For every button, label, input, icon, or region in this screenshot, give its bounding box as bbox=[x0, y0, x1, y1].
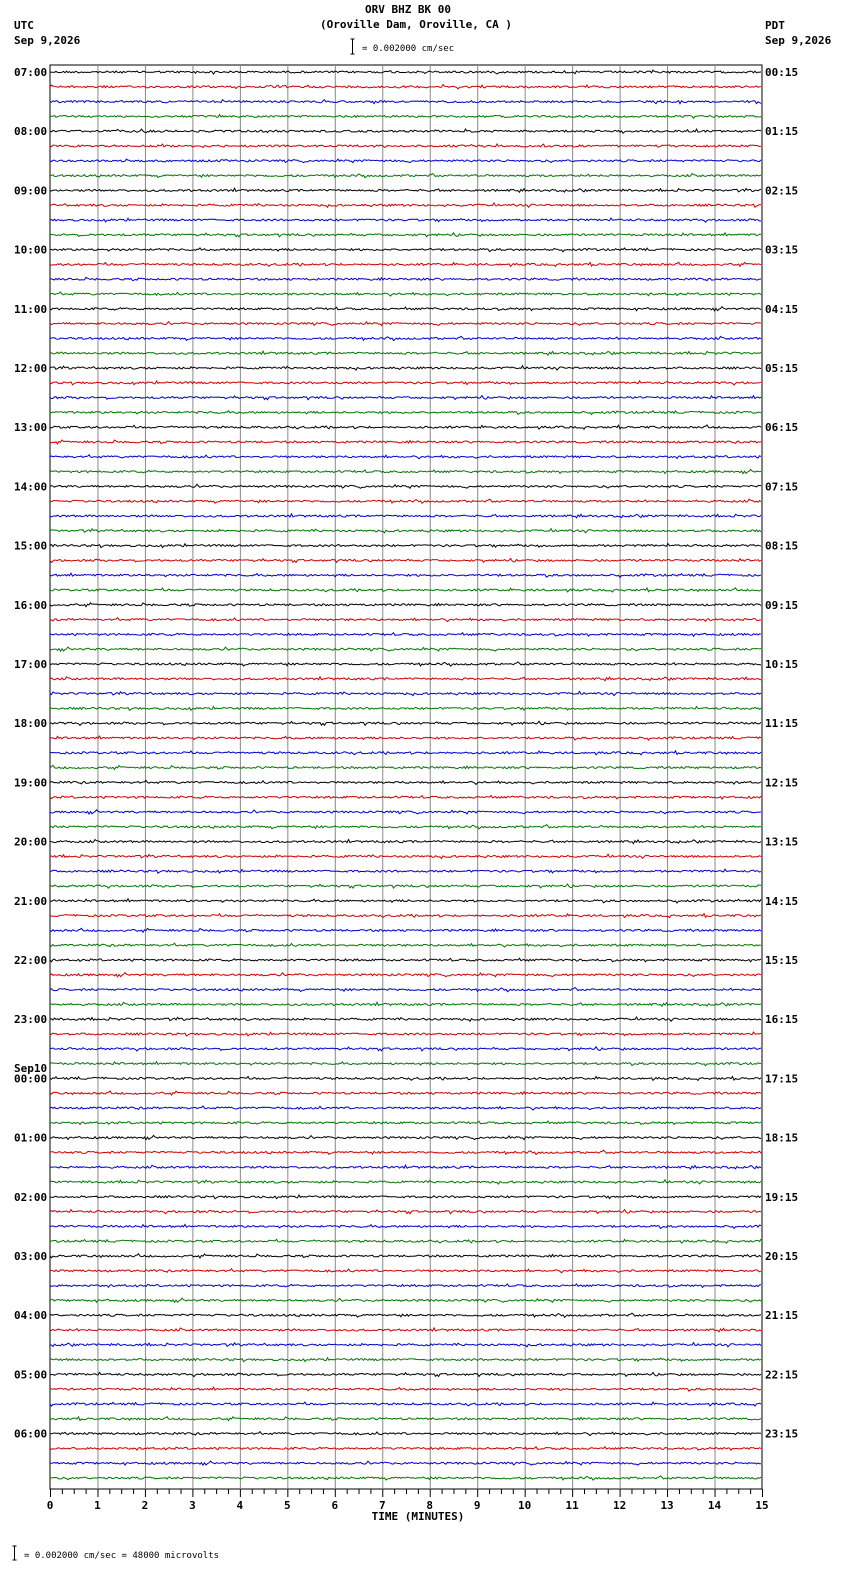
pdt-hour-label: 19:15 bbox=[765, 1190, 799, 1204]
seismic-trace bbox=[50, 1062, 761, 1066]
seismic-trace bbox=[50, 1106, 761, 1110]
utc-hour-label: 03:00 bbox=[14, 1250, 48, 1263]
seismic-trace bbox=[50, 1076, 761, 1080]
seismic-trace bbox=[50, 1224, 761, 1228]
seismic-trace bbox=[50, 854, 761, 858]
pdt-hour-label: 00:15 bbox=[765, 66, 799, 79]
seismic-trace bbox=[50, 1402, 761, 1406]
seismic-trace bbox=[50, 1210, 761, 1214]
x-tick-label: 2 bbox=[141, 1499, 149, 1512]
seismic-trace bbox=[50, 751, 761, 755]
utc-hour-label: 21:00 bbox=[14, 894, 48, 908]
seismic-trace bbox=[50, 174, 761, 178]
x-tick-label: 15 bbox=[755, 1499, 769, 1512]
seismic-trace bbox=[50, 188, 761, 192]
pdt-hour-label: 11:15 bbox=[765, 717, 799, 731]
pdt-hour-label: 17:15 bbox=[765, 1072, 799, 1086]
pdt-hour-label: 15:15 bbox=[765, 954, 799, 967]
seismic-trace bbox=[50, 218, 761, 222]
seismic-trace bbox=[50, 1269, 761, 1273]
header-scale-bar-icon bbox=[351, 39, 355, 54]
pdt-hour-label: 23:15 bbox=[765, 1427, 799, 1441]
seismic-trace bbox=[50, 366, 761, 370]
seismic-trace bbox=[50, 1328, 761, 1332]
seismic-trace bbox=[50, 1150, 761, 1154]
seismic-trace bbox=[50, 721, 761, 725]
x-tick-label: 0 bbox=[46, 1499, 54, 1512]
pdt-hour-label: 22:15 bbox=[765, 1368, 799, 1382]
x-tick-label: 9 bbox=[473, 1499, 481, 1512]
seismic-trace bbox=[50, 440, 761, 444]
x-tick-label: 6 bbox=[331, 1499, 339, 1512]
x-axis-title: TIME (MINUTES) bbox=[371, 1510, 465, 1523]
utc-hour-label: 16:00 bbox=[14, 598, 48, 612]
utc-hour-label: 07:00 bbox=[14, 66, 48, 79]
seismic-trace bbox=[50, 558, 761, 562]
seismic-trace bbox=[50, 647, 761, 651]
seismic-trace bbox=[50, 1343, 761, 1347]
left-timezone: UTC bbox=[14, 19, 34, 32]
pdt-hour-label: 09:15 bbox=[765, 598, 799, 612]
utc-hour-label: 02:00 bbox=[14, 1190, 48, 1204]
pdt-hour-label: 21:15 bbox=[765, 1309, 799, 1323]
seismic-trace bbox=[50, 129, 761, 133]
utc-hour-label: 10:00 bbox=[14, 243, 48, 257]
utc-hour-label: 15:00 bbox=[14, 539, 48, 553]
seismic-trace bbox=[50, 307, 761, 311]
seismic-trace bbox=[50, 1239, 761, 1243]
seismic-trace bbox=[50, 988, 761, 992]
seismic-trace bbox=[50, 484, 761, 488]
pdt-hour-label: 07:15 bbox=[765, 480, 799, 494]
utc-hour-label: 12:00 bbox=[14, 362, 48, 375]
seismic-trace bbox=[50, 262, 761, 266]
seismic-trace bbox=[50, 100, 761, 104]
x-tick-label: 4 bbox=[236, 1499, 244, 1512]
station-location: (Oroville Dam, Oroville, CA ) bbox=[319, 18, 513, 31]
seismic-trace bbox=[50, 765, 761, 769]
seismic-trace bbox=[50, 514, 761, 518]
seismic-trace bbox=[50, 869, 761, 873]
seismic-trace bbox=[50, 411, 761, 415]
seismic-trace bbox=[50, 529, 761, 533]
seismic-trace bbox=[50, 825, 761, 829]
pdt-hour-label: 03:15 bbox=[765, 243, 799, 257]
seismic-trace bbox=[50, 277, 761, 280]
x-tick-label: 5 bbox=[284, 1499, 291, 1512]
seismic-trace bbox=[50, 1047, 761, 1051]
seismic-trace bbox=[50, 322, 761, 326]
seismic-trace bbox=[50, 588, 761, 592]
x-tick-label: 8 bbox=[426, 1499, 434, 1512]
seismic-trace bbox=[50, 1180, 761, 1184]
utc-hour-label: 05:00 bbox=[14, 1368, 48, 1382]
utc-hour-label: 18:00 bbox=[14, 717, 48, 731]
pdt-hour-label: 18:15 bbox=[765, 1131, 799, 1145]
seismic-trace bbox=[50, 1002, 761, 1006]
seismic-trace bbox=[50, 1358, 761, 1362]
utc-hour-label: 11:00 bbox=[14, 302, 48, 316]
seismic-trace bbox=[50, 780, 761, 784]
seismic-trace bbox=[50, 633, 761, 637]
seismic-trace bbox=[50, 1313, 761, 1317]
seismic-trace bbox=[50, 336, 761, 340]
seismic-trace bbox=[50, 914, 761, 918]
x-tick-label: 1 bbox=[94, 1499, 101, 1512]
seismic-trace bbox=[50, 706, 761, 710]
seismic-trace bbox=[50, 618, 761, 622]
utc-hour-label: 01:00 bbox=[14, 1131, 48, 1145]
seismic-trace bbox=[50, 691, 761, 695]
pdt-hour-label: 04:15 bbox=[765, 302, 799, 316]
pdt-hour-label: 12:15 bbox=[765, 776, 799, 790]
seismic-trace bbox=[50, 973, 761, 977]
seismic-trace bbox=[50, 455, 761, 459]
station-title: ORV BHZ BK 00 bbox=[364, 3, 452, 16]
x-tick-label: 14 bbox=[707, 1499, 722, 1512]
seismic-trace bbox=[50, 1284, 761, 1288]
seismic-trace bbox=[50, 1372, 761, 1376]
x-tick-label: 7 bbox=[378, 1499, 386, 1512]
seismic-trace bbox=[50, 115, 761, 119]
seismic-trace bbox=[50, 159, 761, 163]
utc-hour-label: 04:00 bbox=[14, 1309, 48, 1323]
pdt-hour-label: 20:15 bbox=[765, 1250, 799, 1263]
utc-hour-label: 09:00 bbox=[14, 184, 48, 198]
seismic-trace bbox=[50, 1195, 761, 1199]
pdt-hour-label: 05:15 bbox=[765, 362, 799, 375]
pdt-hour-label: 02:15 bbox=[765, 184, 799, 198]
seismic-trace bbox=[50, 1165, 761, 1169]
x-tick-label: 10 bbox=[518, 1499, 532, 1512]
utc-hour-label: 22:00 bbox=[14, 954, 48, 967]
seismic-trace bbox=[50, 233, 761, 237]
seismic-trace bbox=[50, 899, 761, 903]
pdt-hour-label: 01:15 bbox=[765, 125, 799, 139]
x-tick-label: 12 bbox=[612, 1499, 627, 1512]
seismic-trace bbox=[50, 1032, 761, 1036]
seismic-trace bbox=[50, 928, 761, 932]
seismic-trace bbox=[50, 884, 761, 888]
seismic-trace bbox=[50, 1432, 761, 1436]
utc-hour-label: 00:00 bbox=[14, 1072, 48, 1086]
seismic-trace bbox=[50, 736, 761, 740]
seismic-trace bbox=[50, 396, 761, 400]
right-date: Sep 9,2026 bbox=[765, 34, 832, 47]
seismic-trace bbox=[50, 1135, 761, 1139]
seismic-trace bbox=[50, 144, 761, 148]
seismic-trace bbox=[50, 677, 761, 681]
seismic-trace bbox=[50, 1387, 761, 1391]
seismic-trace bbox=[50, 603, 761, 607]
seismic-trace bbox=[50, 248, 761, 252]
x-tick-label: 13 bbox=[660, 1499, 674, 1512]
utc-hour-label: 17:00 bbox=[14, 658, 48, 671]
seismic-trace bbox=[50, 796, 761, 800]
seismic-trace bbox=[50, 70, 761, 74]
seismic-trace bbox=[50, 943, 761, 947]
utc-hour-label: 19:00 bbox=[14, 776, 48, 790]
seismic-trace bbox=[50, 1447, 761, 1451]
seismic-trace bbox=[50, 1017, 761, 1021]
seismic-trace bbox=[50, 810, 761, 814]
pdt-hour-label: 06:15 bbox=[765, 421, 799, 435]
seismic-trace bbox=[50, 85, 761, 89]
footer-scale-bar-icon bbox=[13, 1546, 17, 1560]
seismic-trace bbox=[50, 292, 761, 296]
seismic-trace bbox=[50, 1461, 761, 1465]
seismic-trace bbox=[50, 351, 761, 355]
utc-hour-label: 23:00 bbox=[14, 1013, 48, 1027]
seismic-trace bbox=[50, 662, 761, 666]
utc-hour-label: 13:00 bbox=[14, 421, 48, 435]
seismic-trace bbox=[50, 203, 761, 207]
seismic-trace bbox=[50, 1254, 761, 1258]
seismic-trace bbox=[50, 1417, 761, 1421]
utc-hour-label: 08:00 bbox=[14, 125, 48, 139]
utc-hour-label: 20:00 bbox=[14, 835, 48, 849]
x-tick-label: 3 bbox=[189, 1499, 196, 1512]
pdt-hour-label: 16:15 bbox=[765, 1013, 799, 1027]
utc-hour-label: 14:00 bbox=[14, 480, 48, 494]
seismic-trace bbox=[50, 425, 761, 429]
utc-hour-label: 06:00 bbox=[14, 1427, 48, 1441]
seismic-trace bbox=[50, 840, 761, 844]
scale-label: = 0.002000 cm/sec bbox=[362, 44, 455, 54]
pdt-hour-label: 08:15 bbox=[765, 539, 799, 553]
seismic-trace bbox=[50, 1476, 761, 1480]
left-date: Sep 9,2026 bbox=[14, 34, 81, 47]
pdt-hour-label: 14:15 bbox=[765, 894, 799, 908]
x-tick-label: 11 bbox=[565, 1499, 579, 1512]
seismic-trace bbox=[50, 958, 761, 962]
seismic-trace bbox=[50, 573, 761, 577]
seismic-trace bbox=[50, 499, 761, 503]
seismic-trace bbox=[50, 1091, 761, 1095]
seismic-trace bbox=[50, 1121, 761, 1125]
seismic-trace bbox=[50, 469, 761, 473]
seismic-trace bbox=[50, 1298, 761, 1302]
footer-scale-label: = 0.002000 cm/sec = 48000 microvolts bbox=[24, 1551, 220, 1561]
pdt-hour-label: 10:15 bbox=[765, 658, 799, 671]
right-timezone: PDT bbox=[765, 19, 785, 32]
day-change-label: Sep10 bbox=[14, 1062, 48, 1075]
pdt-hour-label: 13:15 bbox=[765, 835, 799, 849]
seismic-trace bbox=[50, 544, 761, 548]
seismic-trace bbox=[50, 381, 761, 385]
